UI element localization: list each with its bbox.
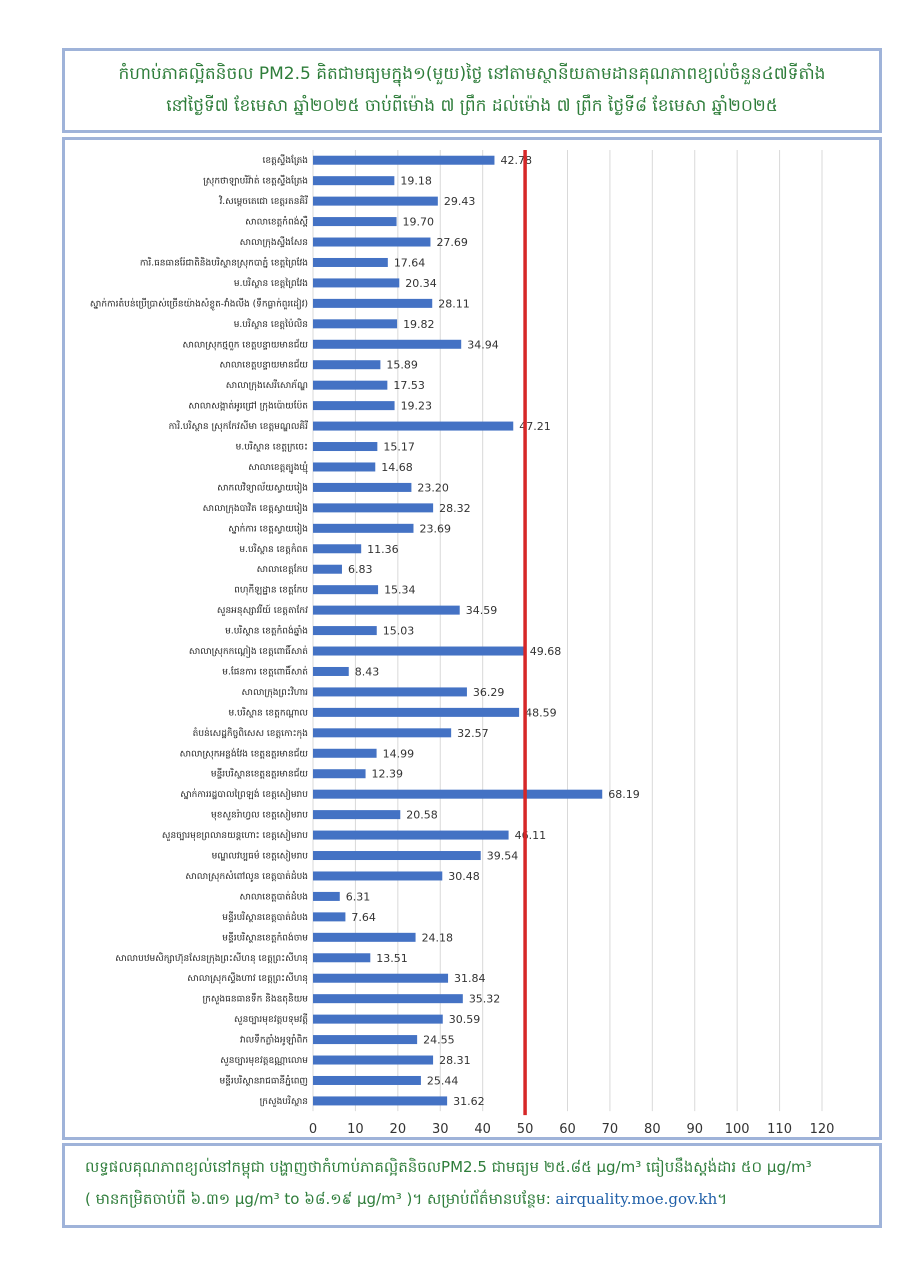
bar [313,1076,421,1085]
bar [313,892,340,901]
bar [313,156,494,165]
category-label: ម.បរិស្ថាន ខេត្តប៉ៃលិន [233,319,308,330]
category-label: ម.ផែនការ ខេត្តពោធិ៍សាត់ [222,667,308,678]
category-label: ម.បរិស្ថាន ខេត្តកំពង់ឆ្នាំង [225,626,308,637]
data-label: 15.03 [382,624,415,638]
bar [313,667,349,676]
data-label: 12.39 [371,767,404,781]
category-label: មន្ទីរបរិស្ថានខេត្តកំពង់ចាម [222,933,308,944]
category-label: ការិ.បរិស្ថាន ស្រុកកែវសីមា ខេត្តមណ្ឌលគិរី [168,422,308,433]
bar [313,258,388,267]
bar [313,606,460,615]
data-label: 6.83 [347,563,373,577]
data-label: 11.36 [367,542,399,556]
data-label: 25.44 [426,1074,459,1088]
data-label: 17.64 [393,256,426,270]
data-label: 19.18 [400,174,432,188]
summary-box [62,1143,882,1228]
bar [313,790,602,799]
category-label: ក្រសួងធនធានទឹក និងឧតុនិយម [202,994,308,1005]
data-label: 23.20 [417,481,449,495]
bar [313,1056,433,1065]
bar [313,524,413,533]
data-label: 68.19 [608,788,640,802]
data-label: 13.51 [376,951,408,965]
bar [313,810,400,819]
bar [313,238,430,247]
data-label: 20.58 [406,808,438,822]
category-label: មន្ទីរបរិស្ថានរាជធានីភ្នំពេញ [219,1076,308,1087]
data-label: 47.21 [519,420,551,434]
data-label: 32.57 [457,726,489,740]
x-tick-label: 60 [559,1122,576,1137]
category-label: ក្រសួងបរិស្ថាន [259,1096,308,1107]
data-label: 15.89 [386,358,418,372]
bar [313,585,378,594]
data-label: 49.68 [529,645,562,659]
data-label: 34.59 [465,604,498,618]
bar-chart [65,140,879,1137]
category-label: សាលាសង្កាត់អូរជ្រៅ ក្រុងប៉ោយប៉ែត [188,401,308,412]
data-label: 28.11 [438,297,470,311]
bar [313,217,397,226]
bar [313,197,438,206]
category-label: មណ្ឌលវប្បធម៌ ខេត្តសៀមរាប [211,851,308,862]
bar [313,728,451,737]
bar [313,544,361,553]
x-tick-label: 30 [431,1122,449,1137]
data-label: 14.68 [381,460,413,474]
x-tick-label: 50 [516,1122,534,1137]
bar [313,176,394,185]
x-tick-label: 120 [809,1122,835,1137]
data-label: 28.32 [439,501,471,515]
data-label: 17.53 [393,379,425,393]
summary-line-1: លទ្ធផលគុណភាពខ្យល់នៅកម្ពុជា បង្ហាញថាកំហាប់ភាគល្អិតនិចលPM2.5 ជាមធ្យម ២៥.៨៥ µg/m³ ធៀបនឹងស្តង់ដារ ៥០ µg/m³ [85,1158,812,1176]
bar [313,299,432,308]
bar [313,831,509,840]
category-label: ការិ.ធនធានរ៉ែជាតិនិងបរិស្ថានស្រុកបាភ្នំ ខេត្តព្រៃវែង [139,258,308,269]
bar [313,769,366,778]
category-label: តំបន់សេដ្ឋកិច្ចពិសេស ខេត្តកោះកុង [192,728,308,739]
chart-title-box [62,48,882,133]
data-label: 35.32 [468,992,501,1006]
category-label: សាកលវិទ្យាល័យស្វាយរៀង [217,483,308,494]
data-label: 39.54 [486,849,519,863]
bar [313,974,448,983]
data-label: 24.18 [421,931,454,945]
bar [313,1035,417,1044]
bar [313,933,416,942]
data-label: 42.78 [500,154,532,168]
category-label: សាលាក្រុងស្ទឹងសែន [239,238,308,249]
bar [313,851,481,860]
data-label: 6.31 [345,890,371,904]
bar [313,442,377,451]
bar [313,401,395,410]
category-label: ស្នាក់ការរដ្ឋបាលព្រៃឡង់ ខេត្តសៀមរាប [180,790,308,801]
category-label: ម.បរិស្ថាន ខេត្តព្រៃវែង [233,278,308,289]
category-label: ម.បរិស្ថាន ខេត្តកណ្តាល [228,708,308,719]
data-label: 19.70 [402,215,435,229]
data-label: 15.17 [383,440,415,454]
data-label: 23.69 [419,522,451,536]
category-label: សាលាស្រុកអន្លង់វែង ខេត្តឧត្តរមានជ័យ [179,749,308,760]
data-label: 36.29 [472,685,505,699]
bar [313,626,377,635]
x-tick-label: 100 [724,1122,750,1137]
category-label: សាលាខេត្តកំពង់ស្ពឺ [245,217,308,228]
data-label: 29.43 [443,195,476,209]
data-label: 20.34 [405,276,437,290]
data-label: 14.99 [382,747,415,761]
category-label: សាលាខេត្តបាត់ដំបង [239,892,308,903]
bar [313,1096,447,1105]
data-label: 34.94 [467,338,499,352]
bar [313,994,463,1003]
data-label: 24.55 [423,1033,455,1047]
category-label: វាលទឹកភ្លាំងអូឡាំពិក [239,1035,308,1046]
category-label: ស្នាក់ការ ខេត្តស្វាយរៀង [228,524,308,535]
data-label: 27.69 [436,236,468,250]
data-label: 15.34 [384,583,416,597]
data-label: 46.11 [514,829,547,843]
x-tick-label: 0 [308,1122,318,1137]
summary-line-2-text: ( មានកម្រិតចាប់ពី ៦.៣១ µg/m³ to ៦៨.១៩ µg/m³ )។ សម្រាប់ព័ត៌មានបន្ថែម: [85,1190,556,1208]
bar [313,278,399,287]
bar [313,871,442,880]
x-tick-label: 10 [347,1122,364,1137]
chart-area [62,137,882,1140]
bar [313,647,524,656]
data-label: 7.64 [351,910,376,924]
website-link[interactable]: airquality.moe.gov.kh [555,1190,718,1208]
chart-title-line-1: កំហាប់ភាគល្អិតនិចល PM2.5 គិតជាមធ្យមក្នុង១(មួយ)ថ្ងៃ នៅតាមស្ថានីយតាមដានគុណភាពខ្យល់ចំនួន៤៧ទីតាំង [118,64,826,84]
bar [313,381,387,390]
data-label: 48.59 [525,706,557,720]
bar [313,422,513,431]
category-label: ខេត្តស្ទឹងត្រែង [262,156,308,167]
category-label: សួនច្បារមុខវត្តបទុមវត្តី [234,1015,308,1026]
data-label: 19.23 [400,399,433,413]
data-label: 19.82 [403,317,435,331]
category-label: សាលាស្រុកកណ្តៀង ខេត្តពោធិ៍សាត់ [188,647,308,658]
bar [313,565,342,574]
bar [313,462,375,471]
category-label: មន្ទីរបរិស្ថានខេត្តឧត្តរមានជ័យ [210,769,308,780]
category-label: សាលាក្រុងព្រះវិហារ [241,687,308,698]
bar [313,912,345,921]
x-tick-label: 40 [474,1122,491,1137]
bar [313,708,519,717]
bar [313,687,467,696]
category-label: សាលាស្រុកថ្មពួក ខេត្តបន្ទាយមានជ័យ [182,340,308,351]
category-label: ម.បរិស្ថាន ខេត្តកំពត [239,544,308,555]
category-label: សាលាក្រុងបាវិត ខេត្តស្វាយរៀង [202,503,308,514]
bar [313,340,461,349]
category-label: ស្នាក់ការតំបន់ប្រើប្រាស់ច្រើនយ៉ាងសំខ្លូត-វាំងលីង (ទឹកធ្លាក់ពួរដៀវ) [89,299,308,310]
category-label: សាលាស្រុកសំពៅលូន ខេត្តបាត់ដំបង [185,871,308,882]
x-tick-label: 70 [601,1122,619,1137]
category-label: សាលាខេត្តកែប [256,565,308,576]
category-label: សាលាបឋមសិក្សាហ៊ុនសែនក្រុងព្រះសីហនុ ខេត្តព្រះសីហនុ [115,953,308,964]
data-label: 30.59 [448,1013,481,1027]
bar [313,1015,443,1024]
category-label: សួនអនុស្សាវរីយ៍ ខេត្តតាកែវ [216,606,308,617]
summary-line-2 [85,1190,869,1212]
category-label: វិ.សម្តេចតេជោ ខេត្តរតនគិរី [219,197,308,208]
data-label: 30.48 [448,869,480,883]
chart-title-line-2: នៅថ្ងៃទី៧ ខែមេសា ឆ្នាំ២០២៥ ចាប់ពីម៉ោង ៧ ព្រឹក ដល់ម៉ោង ៧ ព្រឹក ថ្ងៃទី៨ ខែមេសា ឆ្នាំ២០២៥ [166,96,778,116]
category-label: សួនច្បារមុខវត្តឧណ្ណាលោម [220,1056,308,1067]
data-label: 8.43 [354,665,380,679]
category-label: សាលាខេត្តត្បូងឃ្មុំ [248,462,308,473]
x-tick-label: 110 [767,1122,792,1137]
x-tick-label: 20 [389,1122,407,1137]
category-label: សួនច្បារមុខព្រលានយន្តហោះ ខេត្តសៀមរាប [161,831,308,842]
bar [313,953,370,962]
bar [313,360,380,369]
bar [313,319,397,328]
category-label: សាលាក្រុងសេរីសោភ័ណ្ឌ [225,381,308,392]
category-label: ម.បរិស្ថាន ខេត្តក្រចេះ [235,442,308,453]
category-label: សាលាខេត្តបន្ទាយមានជ័យ [219,360,308,371]
x-tick-label: 90 [686,1122,704,1137]
x-tick-label: 80 [644,1122,661,1137]
category-label: មុខសួនរ៉ាហ្វល ខេត្តសៀមរាប [211,810,308,821]
category-label: ពហុកីឡដ្ឋាន ខេត្តកែប [234,585,308,596]
category-label: មន្ទីរបរិស្ថានខេត្តបាត់ដំបង [222,912,308,923]
data-label: 31.84 [454,972,486,986]
data-label: 28.31 [439,1054,471,1068]
data-label: 31.62 [453,1094,485,1108]
bar [313,503,433,512]
bar [313,749,377,758]
bar [313,483,411,492]
category-label: ស្រុកថាឡាបរិវ៉ាត់ ខេត្តស្ទឹងត្រែង [203,176,308,187]
category-label: សាលាស្រុកស្ទឹងហាវ ខេត្តព្រះសីហនុ [187,974,308,985]
summary-line-2-end: ។ [717,1190,728,1208]
